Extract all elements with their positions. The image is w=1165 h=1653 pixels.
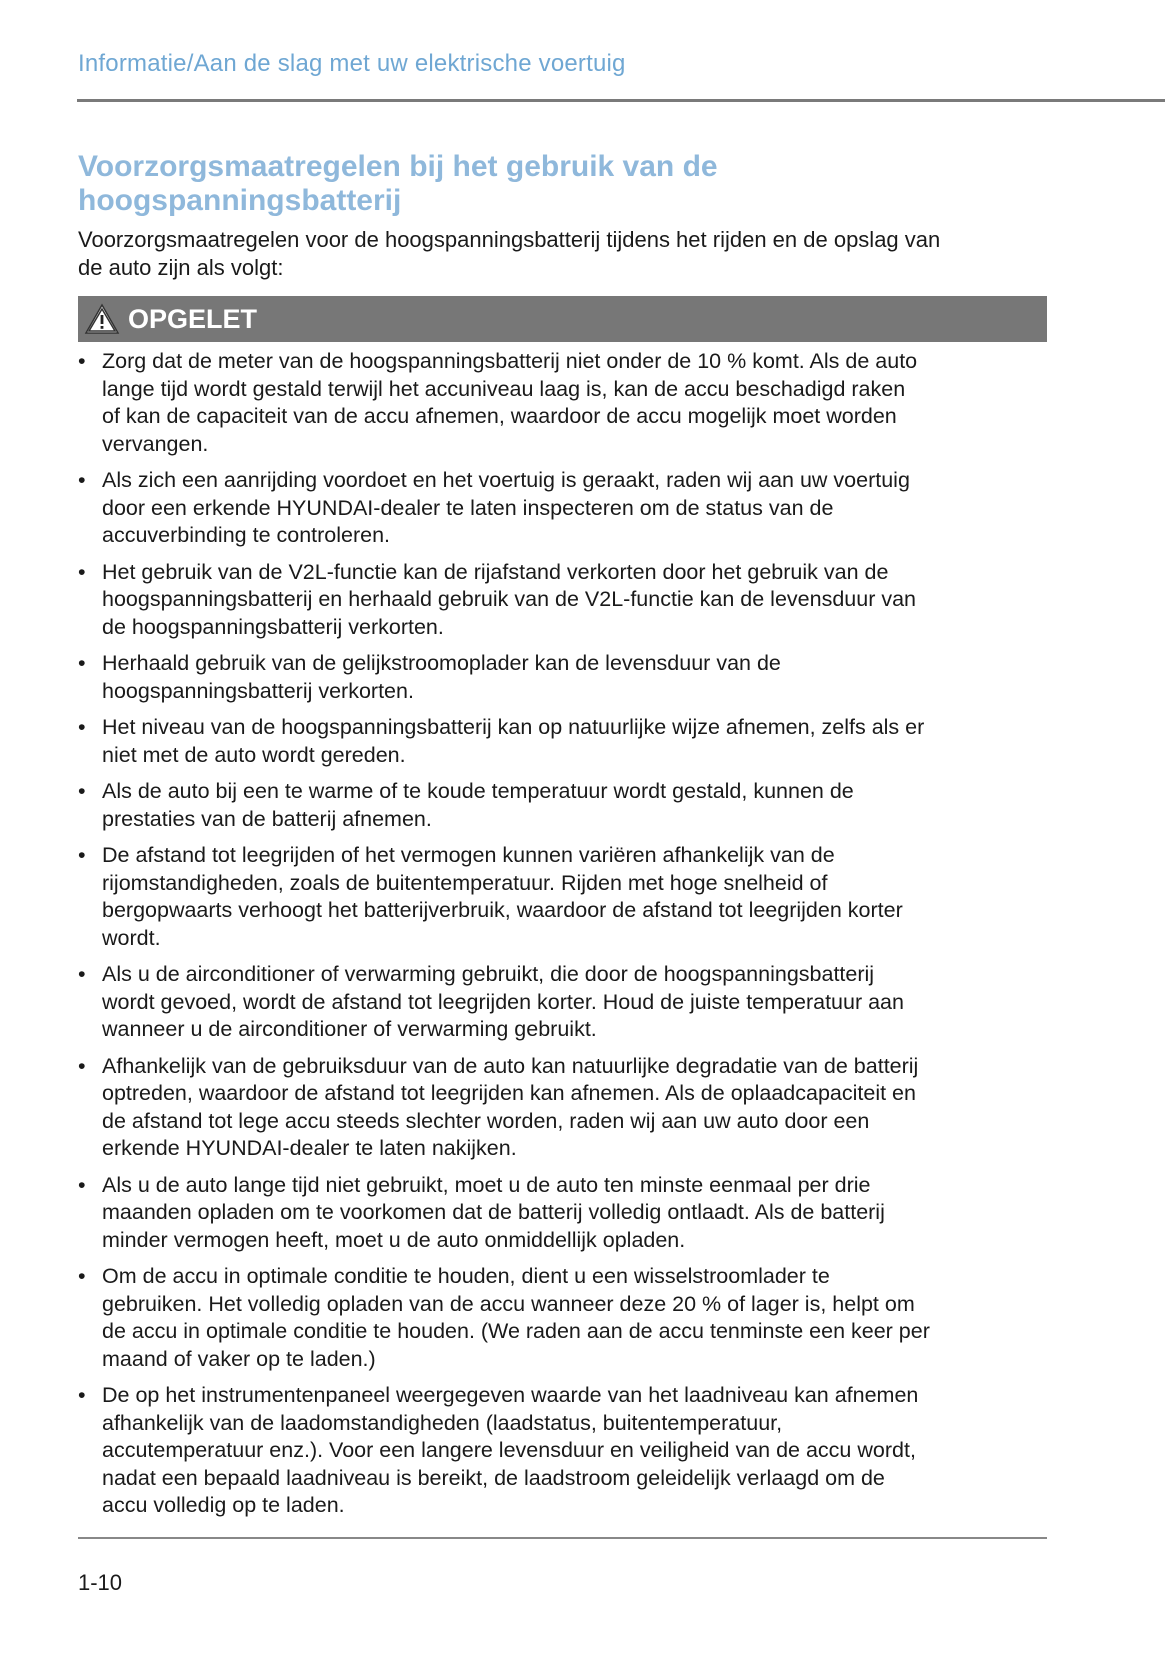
list-item-line: rijomstandigheden, zoals de buitentemperatuur. Rijden met hoge snelheid of <box>102 870 828 895</box>
list-item-line: erkende HYUNDAI-dealer te laten nakijken. <box>102 1136 517 1160</box>
list-item-line: wanneer u de airconditioner of verwarming gebruikt. <box>102 1017 597 1041</box>
list-item-line: gebruiken. Het volledig opladen van de accu wanneer deze 20 % of lager is, helpt om <box>102 1291 915 1316</box>
list-item-line: Het gebruik van de V2L-functie kan de rijafstand verkorten door het gebruik van de <box>102 559 889 584</box>
bullet-marker: • <box>78 468 86 492</box>
list-item-line: Herhaald gebruik van de gelijkstroomoplader kan de levensduur van de <box>102 651 781 675</box>
caution-banner <box>78 296 1047 342</box>
list-item-line: prestaties van de batterij afnemen. <box>102 806 432 831</box>
list-item-line: wordt gevoed, wordt de afstand tot leegrijden korter. Houd de juiste temperatuur aan <box>102 989 904 1014</box>
list-item-line: de afstand tot lege accu steeds slechter worden, raden wij aan uw auto door een <box>102 1108 870 1133</box>
bullet-marker: • <box>78 1053 86 1078</box>
bullet-marker: • <box>78 651 86 675</box>
caution-list <box>78 348 1058 1529</box>
bullet-marker: • <box>78 962 86 986</box>
list-item-line: Als u de airconditioner of verwarming gebruikt, die door de hoogspanningsbatterij <box>102 962 875 986</box>
list-item <box>78 842 1058 952</box>
list-item <box>78 348 1058 458</box>
bullet-marker: • <box>78 1172 86 1197</box>
list-item <box>78 1053 1058 1163</box>
list-item-line: Als u de auto lange tijd niet gebruikt, moet u de auto ten minste eenmaal per drie <box>102 1172 871 1197</box>
list-item-line: niet met de auto wordt gereden. <box>102 742 406 767</box>
list-item-line: minder vermogen heeft, moet u de auto onmiddellijk opladen. <box>102 1227 686 1252</box>
list-item-line: afhankelijk van de laadomstandigheden (laadstatus, buitentemperatuur, <box>102 1410 783 1435</box>
list-item-line: Om de accu in optimale conditie te houden, dient u een wisselstroomlader te <box>102 1264 830 1288</box>
warning-triangle-icon <box>84 303 120 335</box>
list-item-line: de hoogspanningsbatterij verkorten. <box>102 614 444 639</box>
list-item-line: Zorg dat de meter van de hoogspanningsbatterij niet onder de 10 % komt. Als de auto <box>102 349 918 373</box>
list-item <box>78 961 1058 1044</box>
list-item <box>78 650 1058 705</box>
list-item-line: bergopwaarts verhoogt het batterijverbruik, waardoor de afstand tot leegrijden korter <box>102 898 903 922</box>
intro-line: Voorzorgsmaatregelen voor de hoogspanningsbatterij tijdens het rijden en de opslag van <box>78 227 941 252</box>
bullet-marker: • <box>78 559 86 584</box>
list-item-line: vervangen. <box>102 431 209 456</box>
list-item <box>78 559 1058 642</box>
list-item-line: nadat een bepaald laadniveau is bereikt, de laadstroom geleidelijk verlaagd om de <box>102 1465 885 1490</box>
header-divider <box>77 99 1165 102</box>
list-item-line: lange tijd wordt gestald terwijl het accuniveau laag is, kan de accu beschadigd raken <box>102 376 906 401</box>
list-item-line: accuverbinding te controleren. <box>102 523 391 547</box>
list-item <box>78 1172 1058 1255</box>
list-item-line: de accu in optimale conditie te houden. (We raden aan de accu tenminste een keer per <box>102 1319 930 1343</box>
list-item-line: wordt. <box>102 925 161 950</box>
list-item <box>78 1382 1058 1520</box>
caution-label: OPGELET <box>128 303 258 334</box>
list-item-line: accu volledig op te laden. <box>102 1493 345 1517</box>
list-item-line: accutemperatuur enz.). Voor een langere levensduur en veiligheid van de accu wordt, <box>102 1438 916 1462</box>
list-item-line: Afhankelijk van de gebruiksduur van de auto kan natuurlijke degradatie van de batterij <box>102 1053 919 1078</box>
list-item <box>78 778 1058 833</box>
list-item <box>78 1263 1058 1373</box>
list-item-line: maanden opladen om te voorkomen dat de batterij volledig ontlaadt. Als de batterij <box>102 1200 885 1224</box>
list-item-line: De afstand tot leegrijden of het vermogen kunnen variëren afhankelijk van de <box>102 843 835 867</box>
page-number: 1-10 <box>78 1570 123 1595</box>
list-item-line: hoogspanningsbatterij verkorten. <box>102 678 414 703</box>
list-item-line: optreden, waardoor de afstand tot leegrijden kan afnemen. Als de oplaadcapaciteit en <box>102 1081 916 1105</box>
bullet-marker: • <box>78 779 86 803</box>
list-item-line: door een erkende HYUNDAI-dealer te laten inspecteren om de status van de <box>102 495 834 520</box>
list-item-line: Het niveau van de hoogspanningsbatterij kan op natuurlijke wijze afnemen, zelfs als er <box>102 715 925 739</box>
list-item-line: hoogspanningsbatterij en herhaald gebruik van de V2L-functie kan de levensduur van <box>102 587 916 611</box>
intro-line: de auto zijn als volgt: <box>78 255 284 280</box>
footer-divider <box>78 1537 1047 1539</box>
bullet-marker: • <box>78 843 86 867</box>
list-item-line: Als de auto bij een te warme of te koude temperatuur wordt gestald, kunnen de <box>102 779 854 803</box>
list-item-line: maand of vaker op te laden.) <box>102 1346 376 1371</box>
section-title <box>78 150 718 218</box>
list-item <box>78 467 1058 550</box>
list-item-line: of kan de capaciteit van de accu afnemen, waardoor de accu mogelijk moet worden <box>102 404 897 428</box>
section-title-line: hoogspanningsbatterij <box>78 184 402 217</box>
section-title-line: Voorzorgsmaatregelen bij het gebruik van de <box>78 150 718 183</box>
bullet-marker: • <box>78 1264 86 1288</box>
intro-paragraph <box>78 226 1058 282</box>
breadcrumb: Informatie/Aan de slag met uw elektrische voertuig <box>78 50 626 77</box>
bullet-marker: • <box>78 715 86 739</box>
list-item <box>78 714 1058 769</box>
list-item-line: De op het instrumentenpaneel weergegeven waarde van het laadniveau kan afnemen <box>102 1383 919 1407</box>
bullet-marker: • <box>78 1383 86 1407</box>
list-item-line: Als zich een aanrijding voordoet en het voertuig is geraakt, raden wij aan uw voertuig <box>102 468 910 492</box>
bullet-marker: • <box>78 349 86 373</box>
